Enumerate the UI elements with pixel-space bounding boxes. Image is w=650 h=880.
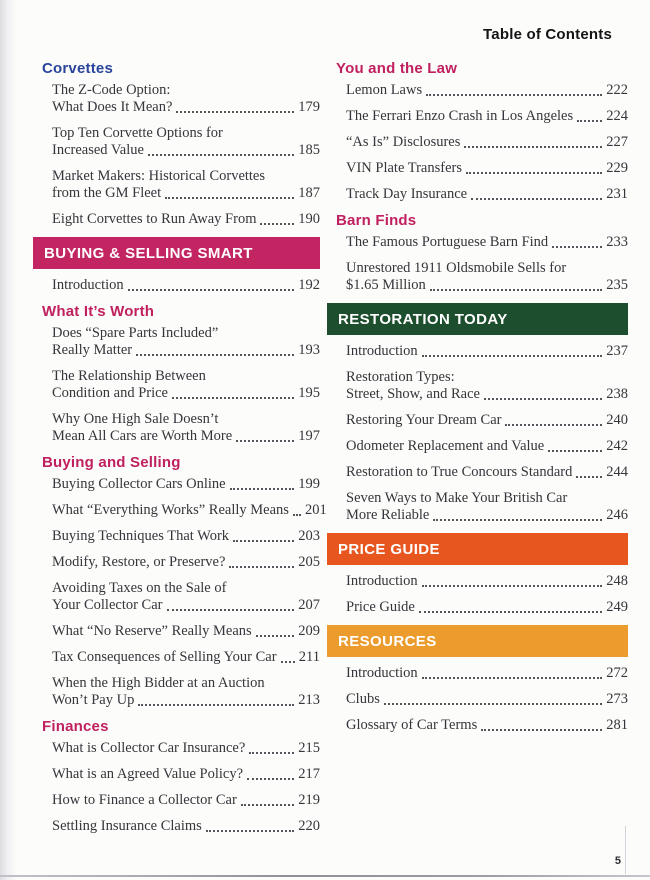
- toc-entry: [42, 818, 320, 835]
- dot-leader: [167, 609, 295, 611]
- entry-title: Unrestored 1911 Oldsmobile Sells for: [346, 260, 567, 276]
- dot-leader: [466, 172, 602, 174]
- toc-entry: [42, 368, 320, 402]
- page-edge-left: [0, 0, 18, 880]
- entry-title: Introduction: [346, 573, 418, 589]
- dot-leader: [433, 519, 602, 521]
- toc-entry: [42, 675, 320, 709]
- entry-page-number: 272: [606, 665, 628, 681]
- entry-page-number: 246: [606, 507, 628, 523]
- entry-page-number: 197: [298, 428, 320, 444]
- entry-title: Really Matter: [52, 342, 133, 358]
- entry-title: Price Guide: [346, 599, 415, 615]
- dot-leader: [233, 540, 294, 542]
- entry-page-number: 199: [298, 476, 320, 492]
- page-number: 5: [614, 855, 621, 867]
- entry-page-number: 217: [298, 766, 320, 782]
- dot-leader: [293, 514, 301, 516]
- dot-leader: [419, 611, 602, 613]
- toc-column-left: [42, 60, 327, 844]
- entry-page-number: 179: [298, 99, 320, 115]
- page-bottom-edge: [0, 875, 650, 877]
- dot-leader: [148, 154, 294, 156]
- dot-leader: [256, 635, 295, 637]
- entry-page-number: 220: [298, 818, 320, 834]
- entry-title: How to Finance a Collector Car: [52, 792, 237, 808]
- entry-title: VIN Plate Transfers: [346, 160, 462, 176]
- dot-leader: [236, 440, 294, 442]
- entry-page-number: 237: [606, 343, 628, 359]
- toc-entry: [42, 476, 320, 493]
- toc-entry: [42, 502, 327, 519]
- entry-title: The Z-Code Option:: [52, 82, 171, 98]
- toc-entry: [42, 325, 320, 359]
- entry-title: Mean All Cars are Worth More: [52, 428, 233, 444]
- entry-page-number: 187: [298, 185, 320, 201]
- dot-leader: [247, 778, 294, 780]
- entry-page-number: 219: [298, 792, 320, 808]
- entry-page-number: 224: [606, 108, 628, 124]
- toc-entry: [42, 82, 320, 116]
- entry-page-number: 233: [606, 234, 628, 250]
- entry-title: More Reliable: [346, 507, 430, 523]
- entry-title: Glossary of Car Terms: [346, 717, 478, 733]
- dot-leader: [260, 223, 294, 225]
- dot-leader: [172, 397, 294, 399]
- entry-title: Settling Insurance Claims: [52, 818, 202, 834]
- toc-entry: [336, 717, 628, 734]
- entry-title: Top Ten Corvette Options for: [52, 125, 223, 141]
- toc-entry: [42, 766, 320, 783]
- banner-buying-selling-smart: BUYING & SELLING SMART: [33, 237, 320, 269]
- dot-leader: [241, 804, 294, 806]
- entry-page-number: 242: [606, 438, 628, 454]
- entry-page-number: 209: [298, 623, 320, 639]
- toc-entry: [336, 234, 628, 251]
- entry-page-number: 235: [606, 277, 628, 293]
- entry-page-number: 238: [606, 386, 628, 402]
- entry-page-number: 229: [606, 160, 628, 176]
- entry-page-number: 249: [606, 599, 628, 615]
- dot-leader: [422, 585, 603, 587]
- toc-entry: [336, 691, 628, 708]
- toc-entry: [42, 168, 320, 202]
- entry-page-number: 211: [298, 649, 320, 665]
- entry-title: Restoration to True Concours Standard: [346, 464, 573, 480]
- toc-column-right: [336, 60, 628, 743]
- toc-entry: [336, 82, 628, 99]
- entry-title: Restoring Your Dream Car: [346, 412, 502, 428]
- entry-page-number: 193: [298, 342, 320, 358]
- banner-resources: RESOURCES: [327, 625, 628, 657]
- entry-title: Increased Value: [52, 142, 144, 158]
- dot-leader: [249, 752, 294, 754]
- toc-entry: [336, 369, 628, 403]
- toc-entry: [42, 580, 320, 614]
- entry-page-number: 222: [606, 82, 628, 98]
- page-title: Table of Contents: [483, 26, 612, 43]
- toc-entry: [42, 792, 320, 809]
- toc-entry: [42, 277, 320, 294]
- toc-entry: [42, 740, 320, 757]
- entry-page-number: 248: [606, 573, 628, 589]
- entry-title: from the GM Fleet: [52, 185, 162, 201]
- entry-title: When the High Bidder at an Auction: [52, 675, 265, 691]
- dot-leader: [128, 289, 295, 291]
- entry-title: Why One High Sale Doesn’t: [52, 411, 219, 427]
- entry-page-number: 205: [298, 554, 320, 570]
- entry-title: What is Collector Car Insurance?: [52, 740, 246, 756]
- entry-title: Introduction: [346, 343, 418, 359]
- dot-leader: [505, 424, 602, 426]
- entry-title: What “No Reserve” Really Means: [52, 623, 252, 639]
- entry-page-number: 215: [298, 740, 320, 756]
- toc-entry: [336, 599, 628, 616]
- toc-entry: [42, 125, 320, 159]
- section-heading-barn-finds: Barn Finds: [336, 212, 417, 229]
- entry-page-number: 281: [606, 717, 628, 733]
- entry-title: Does “Spare Parts Included”: [52, 325, 219, 341]
- toc-entry: [42, 211, 320, 228]
- entry-page-number: 201: [304, 502, 327, 518]
- entry-page-number: 195: [298, 385, 320, 401]
- dot-leader: [165, 197, 294, 199]
- entry-title: Buying Collector Cars Online: [52, 476, 226, 492]
- entry-title: Introduction: [346, 665, 418, 681]
- dot-leader: [136, 354, 294, 356]
- toc-entry: [336, 438, 628, 455]
- section-heading-finances: Finances: [42, 718, 109, 735]
- toc-entry: [42, 623, 320, 640]
- dot-leader: [464, 146, 602, 148]
- toc-entry: [336, 134, 628, 151]
- toc-entry: [42, 554, 320, 571]
- dot-leader: [422, 677, 603, 679]
- entry-title: Seven Ways to Make Your British Car: [346, 490, 568, 506]
- entry-title: Clubs: [346, 691, 380, 707]
- toc-entry: [42, 649, 320, 666]
- entry-title: Introduction: [52, 277, 124, 293]
- toc-entry: [336, 490, 628, 524]
- entry-title: Tax Consequences of Selling Your Car: [52, 649, 277, 665]
- toc-entry: [336, 665, 628, 682]
- entry-page-number: 240: [606, 412, 628, 428]
- entry-title: What “Everything Works” Really Means: [52, 502, 289, 518]
- entry-title: Street, Show, and Race: [346, 386, 480, 402]
- entry-page-number: 190: [298, 211, 320, 227]
- entry-page-number: 192: [298, 277, 320, 293]
- toc-entry: [336, 160, 628, 177]
- entry-title: $1.65 Million: [346, 277, 426, 293]
- dot-leader: [552, 246, 602, 248]
- folio-rule: [625, 826, 626, 874]
- dot-leader: [176, 111, 294, 113]
- entry-page-number: 273: [606, 691, 628, 707]
- entry-title: Modify, Restore, or Preserve?: [52, 554, 226, 570]
- toc-entry: [42, 528, 320, 545]
- dot-leader: [577, 120, 602, 122]
- section-heading-corvettes: Corvettes: [42, 60, 113, 77]
- entry-page-number: 227: [606, 134, 628, 150]
- entry-title: Lemon Laws: [346, 82, 423, 98]
- entry-page-number: 203: [298, 528, 320, 544]
- toc-entry: [336, 186, 628, 203]
- entry-title: Buying Techniques That Work: [52, 528, 230, 544]
- dot-leader: [484, 398, 602, 400]
- entry-title: Avoiding Taxes on the Sale of: [52, 580, 227, 596]
- section-heading-buying-and-selling: Buying and Selling: [42, 454, 181, 471]
- entry-page-number: 231: [606, 186, 628, 202]
- entry-page-number: 244: [606, 464, 628, 480]
- entry-title: Your Collector Car: [52, 597, 163, 613]
- entry-title: Odometer Replacement and Value: [346, 438, 545, 454]
- dot-leader: [471, 198, 602, 200]
- entry-title: What Does It Mean?: [52, 99, 173, 115]
- entry-title: The Ferrari Enzo Crash in Los Angeles: [346, 108, 574, 124]
- toc-entry: [336, 573, 628, 590]
- entry-title: Condition and Price: [52, 385, 168, 401]
- banner-price-guide: PRICE GUIDE: [327, 533, 628, 565]
- toc-entry: [336, 260, 628, 294]
- dot-leader: [548, 450, 602, 452]
- dot-leader: [384, 703, 602, 705]
- dot-leader: [481, 729, 602, 731]
- entry-title: The Famous Portuguese Barn Find: [346, 234, 549, 250]
- dot-leader: [229, 566, 294, 568]
- entry-title: Eight Corvettes to Run Away From: [52, 211, 257, 227]
- dot-leader: [206, 830, 294, 832]
- toc-entry: [336, 343, 628, 360]
- entry-page-number: 185: [298, 142, 320, 158]
- toc-entry: [42, 411, 320, 445]
- dot-leader: [422, 355, 603, 357]
- section-heading-you-and-the-law: You and the Law: [336, 60, 458, 77]
- dot-leader: [576, 476, 602, 478]
- toc-entry: [336, 108, 628, 125]
- toc-entry: [336, 464, 628, 481]
- dot-leader: [430, 289, 602, 291]
- entry-page-number: 207: [298, 597, 320, 613]
- entry-title: What is an Agreed Value Policy?: [52, 766, 243, 782]
- section-heading-what-its-worth: What It’s Worth: [42, 303, 155, 320]
- dot-leader: [426, 94, 602, 96]
- entry-title: “As Is” Disclosures: [346, 134, 461, 150]
- entry-page-number: 213: [298, 692, 320, 708]
- dot-leader: [230, 488, 295, 490]
- entry-title: Market Makers: Historical Corvettes: [52, 168, 266, 184]
- dot-leader: [281, 661, 295, 663]
- dot-leader: [138, 704, 294, 706]
- entry-title: The Relationship Between: [52, 368, 206, 384]
- entry-title: Won’t Pay Up: [52, 692, 135, 708]
- entry-title: Restoration Types:: [346, 369, 455, 385]
- entry-title: Track Day Insurance: [346, 186, 468, 202]
- toc-entry: [336, 412, 628, 429]
- banner-restoration-today: RESTORATION TODAY: [327, 303, 628, 335]
